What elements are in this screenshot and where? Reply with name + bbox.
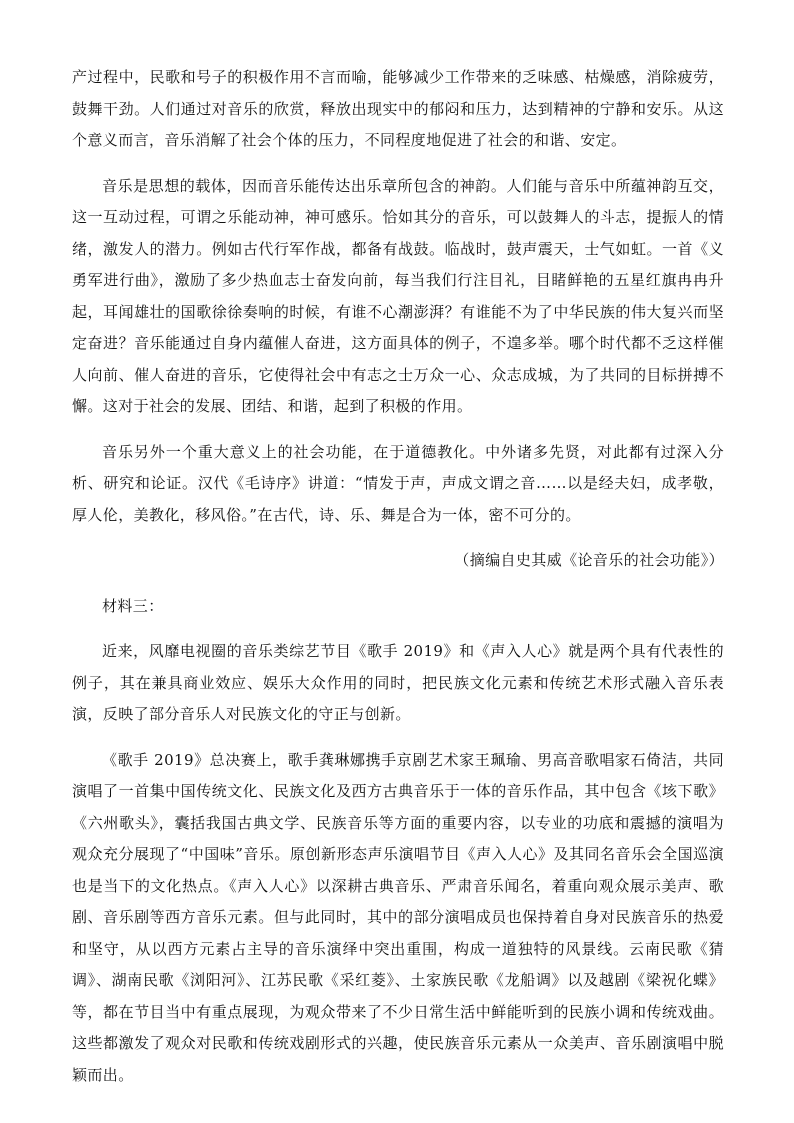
material-heading: 材料三：: [102, 596, 164, 615]
paragraph-labor-songs: 产过程中，民歌和号子的积极作用不言而喻，能够减少工作带来的乏味感、枯燥感，消除疲劳，鼓舞干劲。人们通过对音乐的欣赏，释放出现实中的郁闷和压力，达到精神的宁静和安乐。从这个意义而言，音乐消解了社会个体的压力，不同程度地促进了社会的和谐、安定。: [72, 68, 724, 149]
paragraph-music-spirit: 音乐是思想的载体，因而音乐能传达出乐章所包含的神韵。人们能与音乐中所蕴神韵互交，这一互动过程，可谓之乐能动神，神可感乐。恰如其分的音乐，可以鼓舞人的斗志，提振人的情绪，激发人的潜力。例如古代行军作战，都备有战鼓。临战时，鼓声震天，士气如虹。一首《义勇军进行曲》，激励了多少热血志士奋发向前，每当我们行注目礼，目睹鲜艳的五星红旗冉冉升起，耳闻雄壮的国歌徐徐奏响的时候，有谁不心潮澎湃？有谁能不为了中华民族的伟大复兴而坚定奋进？音乐能通过自身内蕴催人奋进，这方面具体的例子，不遑多举。哪个时代都不乏这样催人向前、催人奋进的音乐，它使得社会中有志之士万众一心、众志成城，为了共同的目标拼搏不懈。这对于社会的发展、团结、和谐，起到了积极的作用。: [72, 176, 724, 415]
source-citation: （摘编自史其威《论音乐的社会功能》）: [454, 551, 724, 569]
paragraph-singer-2019: 《歌手 2019》总决赛上，歌手龚琳娜携手京剧艺术家王珮瑜、男高音歌唱家石倚洁，共同演唱了一首集中国传统文化、民族文化及西方古典音乐于一体的音乐作品，其中包含《垓下歌》《六州歌头》，囊括我国古典文学、民族音乐等方面的重要内容，以专业的功底和震撼的演唱为观众充分展现了“中国味”音乐。原创新形态声乐演唱节目《声入人心》及其同名音乐会全国巡演也是当下的文化热点。《声入人心》以深耕古典音乐、严肃音乐闻名，着重向观众展示美声、歌剧、音乐剧等西方音乐元素。但与此同时，其中的部分演唱成员也保持着自身对民族音乐的热爱和坚守，从以西方元素占主导的音乐演绎中突出重围，构成一道独特的风景线。云南民歌《猜调》、湖南民歌《浏阳河》、江苏民歌《采红菱》、土家族民歌《龙船调》以及越剧《梁祝化蝶》等，都在节目当中有重点展现，为观众带来了不少日常生活中鲜能听到的民族小调和传统戏曲。这些都激发了观众对民歌和传统戏剧形式的兴趣，使民族音乐元素从一众美声、音乐剧演唱中脱颖而出。: [72, 750, 724, 1084]
paragraph-moral-education: 音乐另外一个重大意义上的社会功能，在于道德教化。中外诸多先贤，对此都有过深入分析、研究和论证。汉代《毛诗序》讲道：“情发于声，声成文谓之音……以是经夫妇，成孝敬，厚人伦，美教化，移风俗。”在古代，诗、乐、舞是合为一体，密不可分的。: [72, 442, 724, 524]
paragraph-variety-shows: 近来，风靡电视圈的音乐类综艺节目《歌手 2019》和《声入人心》就是两个具有代表性的例子，其在兼具商业效应、娱乐大众作用的同时，把民族文化元素和传统艺术形式融入音乐表演，反映了部分音乐人对民族文化的守正与创新。: [72, 642, 724, 723]
